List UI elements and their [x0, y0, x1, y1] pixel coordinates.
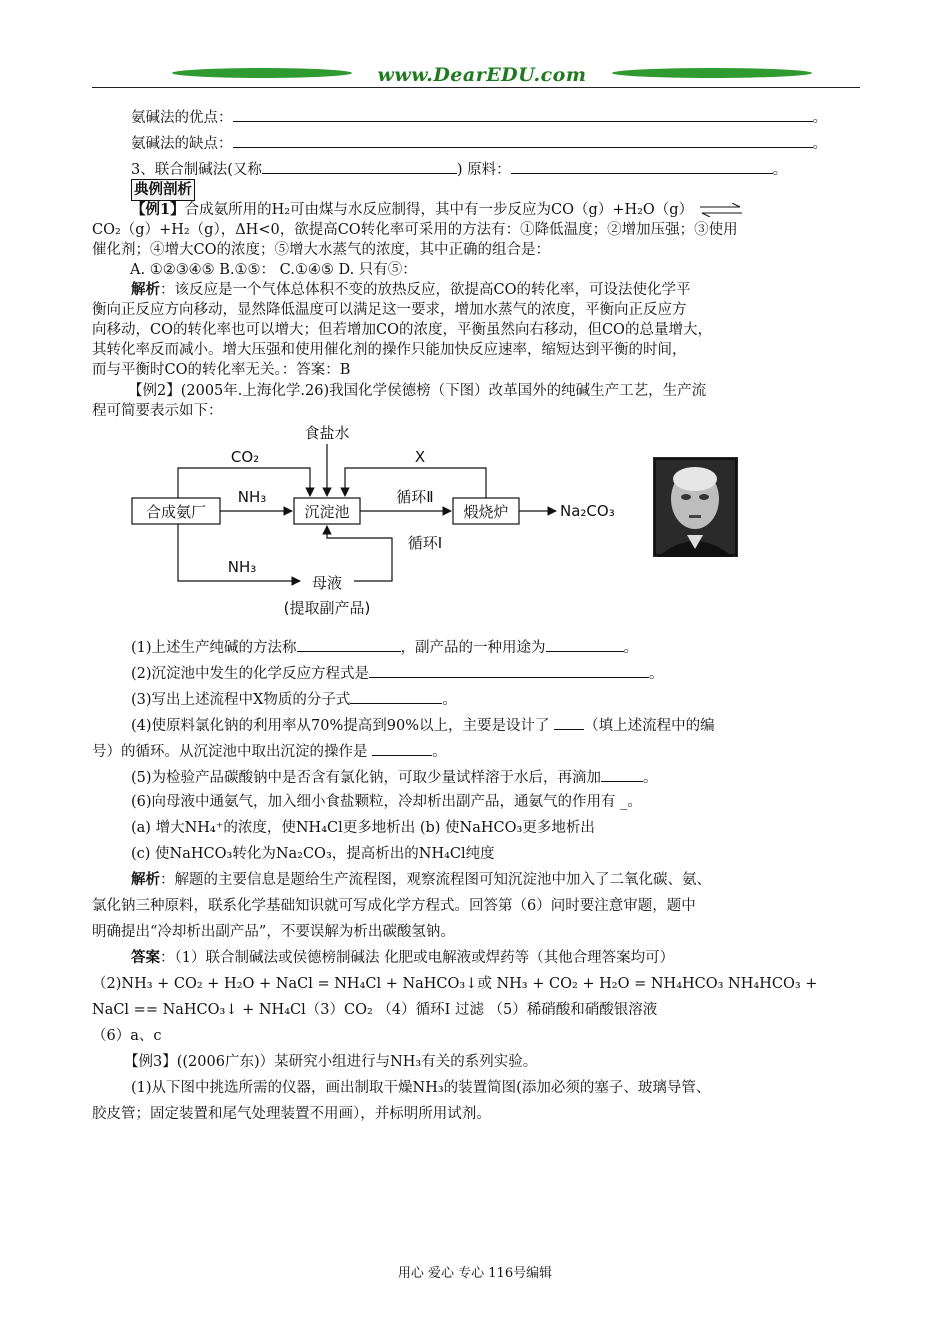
- raw-material-label: ) 原料：: [456, 162, 511, 178]
- label-salt-water: 食盐水: [304, 424, 350, 442]
- question6-option-ab: (a) 增大NH₄⁺的浓度，使NH₄Cl更多地析出 (b) 使NaHCO₃更多地析出: [131, 820, 595, 836]
- example3-line3: 胶皮管；固定装置和尾气处理装置不用画），并标明所用试剂。: [92, 1106, 491, 1122]
- line-disadvantage: [131, 132, 827, 154]
- example1-tag: 【例1】: [131, 201, 185, 218]
- label-co2: CO₂: [230, 448, 260, 466]
- example1-analysis-4: 其转化率反而减小。增大压强和使用催化剂的操作只能加快反应速率，缩短达到平衡的时间，: [92, 342, 687, 358]
- question4-end: 。: [432, 744, 447, 760]
- answer-label: 答案: [131, 949, 160, 966]
- example2-analysis-2: 氯化钠三种原料，联系化学基础知识就可写成化学方程式。回答第（6）问时要注意审题，题中: [92, 898, 696, 914]
- header-site-name: www.DearEDU.com: [377, 64, 587, 86]
- header-swoosh-right: [612, 68, 812, 78]
- question1-text-b: ，副产品的一种用途为: [400, 640, 546, 656]
- question5-line: [131, 766, 658, 788]
- question4-line2: [92, 740, 447, 762]
- arrow-cycle1: [327, 526, 392, 581]
- example2-line2: 程可简要表示如下：: [92, 403, 223, 419]
- blank-disadvantage: [233, 132, 813, 148]
- question3-end: 。: [442, 692, 457, 708]
- question4-line1: [131, 714, 715, 736]
- question6-line: (6)向母液中通氨气，加入细小食盐颗粒，冷却析出副产品，通氨气的作用有 _。: [131, 794, 642, 810]
- example3-line1: 【例3】((2006广东)）某研究小组进行与NH₃有关的系列实验。: [124, 1054, 538, 1070]
- example1-analysis-1: [131, 280, 690, 300]
- blank-alias: [262, 158, 457, 174]
- advantage-label: 氨碱法的优点：: [131, 110, 233, 126]
- label-cycle2: 循环Ⅱ: [396, 488, 434, 506]
- question1-line: [131, 636, 638, 658]
- analysis-text: ：该反应是一个气体总体积不变的放热反应，欲提高CO的转化率，可设法使化学平: [160, 282, 691, 298]
- box-precipitation-tank-label: 沉淀池: [304, 503, 350, 521]
- advantage-end: 。: [812, 110, 827, 126]
- question5-text: (5)为检验产品碳酸钠中是否含有氯化钠，可取少量试样溶于水后，再滴加: [131, 770, 602, 786]
- example1-line3: 催化剂；④增大CO的浓度；⑤增大水蒸气的浓度，其中正确的组合是：: [92, 242, 550, 258]
- label-na2co3: Na₂CO₃: [560, 502, 615, 520]
- answer-line3: NaCl == NaHCO₃↓ + NH₄Cl（3）CO₂ （4）循环I 过滤 （5）稀硝酸和硝酸银溶液: [92, 1002, 658, 1018]
- example1-analysis-2: 衡向正反应方向移动，显然降低温度可以满足这一要求，增加水蒸气的浓度，平衡向正反应方: [92, 302, 687, 318]
- disadvantage-end: 。: [812, 136, 827, 152]
- blank-raw-material: [511, 158, 773, 174]
- example1-analysis-5: 而与平衡时CO的转化率无关。：答案：B: [92, 362, 351, 378]
- example2-line1: 【例2】(2005年.上海化学.26)我国化学侯德榜（下图）改革国外的纯碱生产工艺，生产流: [128, 383, 707, 399]
- example2-analysis-3: 明确提出“冷却析出副产品”，不要误解为析出碳酸氢钠。: [92, 924, 455, 940]
- analysis2-text: ：解题的主要信息是题给生产流程图，观察流程图可知沉淀池中加入了二氧化碳、氨、: [160, 872, 711, 888]
- blank-q5-reagent: [601, 766, 643, 782]
- blank-q1-use: [546, 636, 624, 652]
- blank-q1-method: [297, 636, 401, 652]
- line-advantage: [131, 106, 827, 128]
- question4-text-a: (4)使原料氯化钠的利用率从70%提高到90%以上，主要是设计了: [131, 718, 550, 734]
- section-heading: 典例剖析: [131, 179, 195, 201]
- question2-text: (2)沉淀池中发生的化学反应方程式是: [131, 666, 370, 682]
- box-calciner-label: 煅烧炉: [463, 503, 509, 521]
- header-rule: [92, 87, 860, 88]
- label-nh3-top: NH₃: [237, 488, 267, 506]
- answer-line4: （6）a、c: [92, 1028, 162, 1044]
- label-mother-liquor: 母液: [311, 574, 343, 592]
- question3-line: [131, 688, 457, 710]
- portrait-photo: [653, 457, 738, 557]
- line-combined-method: [131, 158, 787, 180]
- example2-analysis-1: [131, 870, 711, 890]
- process-flow-diagram: [120, 418, 640, 628]
- answer-line2: （2)NH₃ + CO₂ + H₂O + NaCl = NH₄Cl + NaHCO₃↓或 NH₃ + CO₂ + H₂O = NH₄HCO₃ NH₄HCO₃ +: [92, 976, 818, 992]
- example1-line2: CO₂（g）+H₂（g），ΔH<0，欲提高CO转化率可采用的方法有：①降低温度；②增加压强；③使用: [92, 222, 738, 238]
- question2-line: [131, 662, 664, 684]
- label-x: X: [414, 448, 426, 466]
- question3-text: (3)写出上述流程中X物质的分子式: [131, 692, 351, 708]
- example1-text-a: 合成氨所用的H₂可由煤与水反应制得，其中有一步反应为CO（g）+H₂O（g）: [184, 202, 694, 218]
- question6-option-c: (c) 使NaHCO₃转化为Na₂CO₃，提高析出的NH₄Cl纯度: [131, 846, 495, 862]
- blank-q3-formula: [350, 688, 442, 704]
- question1-end: 。: [623, 640, 639, 656]
- question5-end: 。: [643, 770, 658, 786]
- combined-method-end: 。: [772, 162, 788, 178]
- disadvantage-label: 氨碱法的缺点：: [131, 136, 233, 152]
- blank-advantage: [233, 106, 813, 122]
- header-swoosh-left: [172, 68, 352, 78]
- question4-text-c: 号）的循环。从沉淀池中取出沉淀的操作是: [92, 744, 368, 760]
- example1-analysis-3: 向移动，CO的转化率也可以增大；但若增加CO的浓度，平衡虽然向右移动，但CO的总量增大，: [92, 322, 712, 338]
- answer-line1: [131, 948, 674, 968]
- combined-method-label: 3、联合制碱法(又称: [131, 162, 262, 178]
- label-nh3-bottom: NH₃: [227, 558, 257, 576]
- label-byproduct: (提取副产品): [283, 599, 371, 617]
- section-heading-line: [131, 179, 195, 201]
- question2-end: 。: [649, 666, 664, 682]
- blank-q4-operation: [372, 740, 432, 756]
- blank-q2-equation: [369, 662, 649, 678]
- example1-line1: [131, 200, 744, 220]
- equilibrium-arrow-icon: [698, 203, 744, 217]
- example1-options: A. ①②③④⑤ B.①⑤： C.①④⑤ D. 只有⑤：: [130, 262, 417, 278]
- example3-line2: (1)从下图中挑选所需的仪器，画出制取干燥NH₃的装置简图(添加必须的塞子、玻璃导管、: [131, 1080, 711, 1096]
- answer-text-1: ：（1）联合制碱法或侯德榜制碱法 化肥或电解液或焊药等（其他合理答案均可）: [160, 950, 675, 966]
- question1-text-a: (1)上述生产纯碱的方法称: [131, 640, 297, 656]
- analysis-label: 解析: [131, 281, 160, 298]
- page-footer: 用心 爱心 专心 116号编辑: [397, 1266, 553, 1281]
- label-cycle1: 循环I: [407, 534, 443, 552]
- box-ammonia-plant-label: 合成氨厂: [145, 503, 207, 521]
- question4-text-b: （填上述流程中的编: [584, 718, 715, 734]
- blank-q4-cycle: [554, 714, 584, 730]
- analysis2-label: 解析: [131, 871, 160, 888]
- page-header: [92, 60, 860, 96]
